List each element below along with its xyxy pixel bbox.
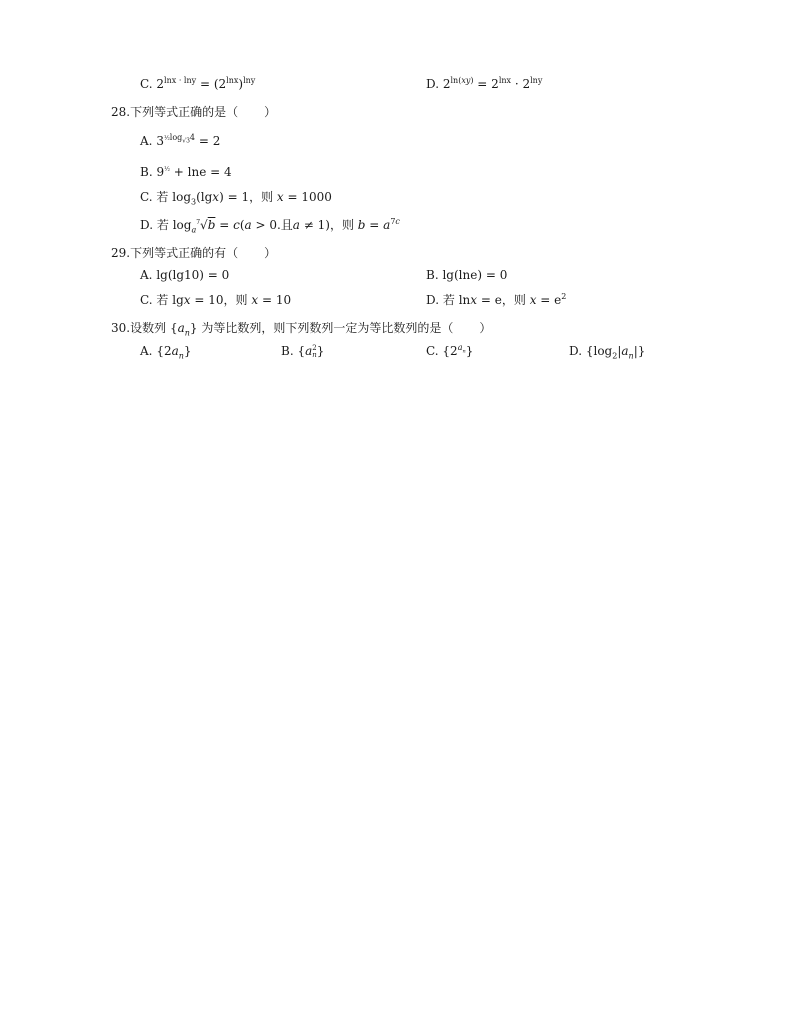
option-label: B. — [426, 268, 439, 282]
option-text: ，则 — [223, 293, 248, 307]
math-expression: $\log_a^7√b = c(a > 0$.且a ≠ 1) — [172, 218, 330, 235]
q30-option-d — [569, 343, 645, 359]
bracket-close: ） — [479, 321, 492, 335]
option-text: ，则 — [329, 218, 354, 232]
q27-option-d — [426, 76, 542, 92]
option-label: D. — [426, 77, 440, 91]
math-expression: lnx = e — [458, 293, 502, 307]
math-expression: x = 1000 — [276, 190, 332, 204]
q30-stem — [111, 320, 491, 336]
q28-option-a — [140, 133, 220, 149]
q29-option-c — [140, 292, 291, 308]
option-text: ，则 — [249, 190, 274, 204]
q29-option-b — [426, 267, 507, 283]
math-expression: $2^{ln(xy)} = 2^{lnx} \cdot 2^{lny}$ — [442, 76, 543, 91]
q27-option-c — [140, 76, 255, 92]
option-label: C. — [426, 344, 439, 358]
math-expression: lgx = 10 — [172, 293, 224, 307]
math-expression: $x = e^2$ — [529, 292, 567, 307]
q29-option-a — [140, 267, 229, 283]
math-expression: $\{a_n\}$ — [169, 321, 198, 338]
math-expression: $\log_3(\lg x) = 1$ — [172, 190, 250, 207]
option-label: D. — [569, 344, 583, 358]
q30-option-c — [426, 343, 473, 359]
question-text: 下列等式正确的是 — [130, 105, 227, 119]
math-expression: $\{\log_2|a_n|\}$ — [585, 344, 646, 361]
q29-option-d — [426, 292, 566, 308]
bracket-close: ） — [264, 246, 277, 260]
option-text: 若 — [156, 190, 169, 204]
option-label: C. — [140, 293, 153, 307]
option-label: B. — [281, 344, 294, 358]
bracket-open: （ — [441, 321, 454, 335]
option-label: D. — [140, 218, 154, 232]
math-expression: $\{2a_n\}$ — [156, 344, 192, 361]
q28-option-c — [140, 189, 332, 205]
question-number: 30. — [111, 321, 131, 335]
option-label: A. — [140, 344, 153, 358]
question-number: 29. — [111, 246, 131, 260]
option-text: 若 — [442, 293, 455, 307]
math-expression: $2^{lnx \cdot lny} = (2^{lnx})^{lny}$ — [156, 76, 256, 91]
question-text: 下列等式正确的有 — [130, 246, 227, 260]
option-label: A. — [140, 134, 153, 148]
question-text: 设数列 — [130, 321, 167, 335]
q30-option-b — [281, 343, 324, 359]
math-expression: $b = a^{7c}$ — [357, 217, 400, 232]
option-label: A. — [140, 268, 153, 282]
math-expression: {a2 n} — [297, 343, 325, 359]
math-expression: $3^{\frac{1}{2}log_{√3}4} = 2$ — [156, 133, 221, 148]
math-expression: lg(lg10) = 0 — [156, 268, 230, 282]
q28-option-b — [140, 164, 232, 180]
option-label: C. — [140, 77, 153, 91]
math-expression: $\{2^{a_n}\}$ — [442, 343, 474, 358]
option-label: C. — [140, 190, 153, 204]
option-text: 若 — [156, 293, 169, 307]
math-expression: lg(lne) = 0 — [442, 268, 508, 282]
bracket-open: （ — [226, 246, 239, 260]
q30-option-a — [140, 343, 192, 359]
q29-stem — [111, 245, 276, 261]
option-label: D. — [426, 293, 440, 307]
math-expression: $9^{\frac{1}{2}} + \ln e = 4$ — [156, 165, 232, 179]
question-text: 为等比数列，则下列数列一定为等比数列的是 — [201, 321, 442, 335]
bracket-open: （ — [226, 105, 239, 119]
option-text: 若 — [156, 218, 169, 232]
option-label: B. — [140, 165, 153, 179]
question-number: 28. — [111, 105, 131, 119]
q28-stem — [111, 104, 276, 120]
option-text: ，则 — [501, 293, 526, 307]
q28-option-d — [140, 217, 400, 233]
bracket-close: ） — [264, 105, 277, 119]
math-expression: x = 10 — [251, 293, 292, 307]
